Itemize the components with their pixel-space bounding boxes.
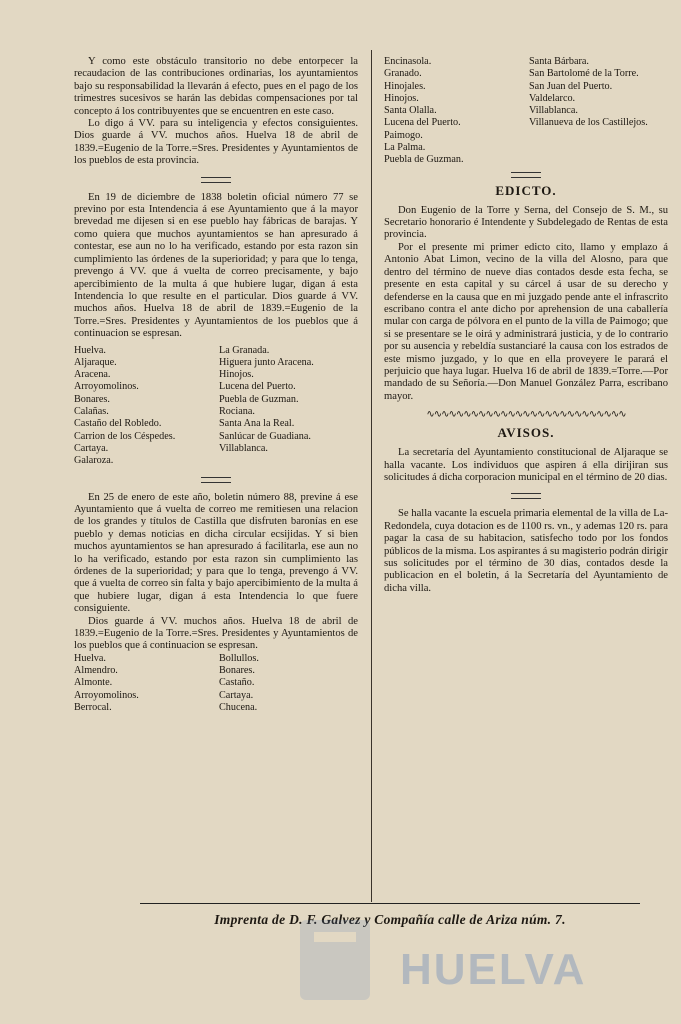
town-name: Valdelarco.: [529, 92, 576, 104]
town-name: Bonares.: [74, 393, 110, 405]
section-separator: [201, 177, 231, 183]
section-separator: [201, 477, 231, 483]
town-name: Almendro.: [74, 665, 118, 677]
column-divider: [371, 50, 372, 902]
town-name: La Granada.: [219, 344, 270, 356]
town-name: Santa Olalla.: [384, 105, 437, 117]
aviso-escuela: Se halla vacante la escuela primaria elemental de la villa de La-Redondela, cuya dotacion es de 1100 rs. vn., y ademas 120 rs. para pagar la casa de su habitacion, satisfecho todo por los fondos públicos de la misma. Los aspirantes á su magisterio podrán dirigir sus solicitudes por el término de 30 dias, contados desde la publicacion en el boletin, á la Secretaría del Ayuntamiento de dicha villa.: [384, 508, 668, 594]
town-name: Puebla de Guzman.: [219, 393, 299, 405]
town-name: Bonares.: [219, 665, 255, 677]
town-name: Encinasola.: [384, 56, 432, 67]
town-name: Villanueva de los Castillejos.: [529, 117, 648, 129]
town-name: Galaroza.: [74, 455, 114, 467]
edicto-body: Por el presente mi primer edicto cito, llamo y emplazo á Antonio Abat Limon, vecino de la villa del Alosno, para que dentro del término de nueve dias contados desde esta fecha, se presente en esta capital y su cárcel á usar de su derecho y defenderse en la causa que en mi juzgado pende ante el infrascrito escribano contra el ante dicho por aprehension de una caballería mular con carga de pólvora en el punto de la villa de Paimogo; que si se presentare se le oirá y administrará justicia, y de lo contrario por su ausencia y rebeldía sustanciaré la causa con los estrados de este mismo juzgado, y lo que en ella proveyere le parará el perjuicio que haya lugar. Huelva 16 de abril de 1839.=Torre.—Por mandado de su Señoría.—Don Manuel González Parra, escribano mayor.: [384, 241, 668, 402]
town-list-continued: [384, 56, 668, 167]
right-column: [384, 56, 668, 595]
town-name: San Bartolomé de la Torre.: [529, 68, 639, 80]
left-column: [74, 56, 358, 714]
town-name: Hinojos.: [384, 92, 419, 104]
town-name: Santa Ana la Real.: [219, 418, 295, 430]
town-name: Castaño.: [219, 677, 255, 689]
avisos-heading: AVISOS.: [497, 425, 555, 441]
town-name: Lucena del Puerto.: [219, 381, 296, 393]
town-name: Puebla de Guzman.: [384, 154, 464, 166]
town-name: Villablanca.: [529, 105, 578, 117]
town-name: Arroyomolinos.: [74, 689, 139, 701]
town-name: Granado.: [384, 68, 422, 80]
printer-imprint: Imprenta de D. F. Galvez y Compañía calle de Ariza núm. 7.: [214, 912, 566, 927]
town-name: Higuera junto Aracena.: [219, 356, 314, 368]
town-list-1-col-2: [219, 345, 358, 468]
town-name: Calañas.: [74, 406, 109, 418]
town-name: Hinojales.: [384, 80, 426, 92]
town-name: Sanlúcar de Guadiana.: [219, 430, 311, 442]
paragraph-barajas: En 19 de diciembre de 1838 boletin oficial número 77 se previno por esta Intendencia á ese Ayuntamiento que á la mayor brevedad me dijesen si en ese pueblo hay fábricas de barajas. Y como quiera que muchos ayuntamientos se han apresurado á contestar, ese aun no lo ha verificado, estando por esta razon sin cumplimiento las órdenes de la superioridad; y para que lo tenga, prevengo á VV. que á vuelta de correo precisamente, y bajo apercibimiento de la multa á que hubiere lugar, digan á esta Intendencia lo que resulte en el particular. Dios guarde á VV. muchos años. Huelva 18 de abril de 1839.=Eugenio de la Torre.=Sres. Presidentes y Ayuntamientos de los pueblos que á continuacion se espresan.: [74, 191, 358, 340]
town-name: Castaño del Robledo.: [74, 418, 162, 430]
town-list-continued-col-2: [529, 56, 668, 167]
edicto-heading: EDICTO.: [495, 182, 557, 198]
town-name: Aracena.: [74, 369, 111, 381]
town-name: Cartaya.: [74, 442, 109, 454]
paragraph-signoff-2: Dios guarde á VV. muchos años. Huelva 18 de abril de 1839.=Eugenio de la Torre.=Sres. Presidentes y Ayuntamientos de los pueblos que á continuacion se espresan.: [74, 615, 358, 652]
aviso-secretaria: La secretaría del Ayuntamiento constitucional de Aljaraque se halla vacante. Los individuos que aspiren á ella dirijiran sus solicitudes á dicha corporacion municipal en el término de 20 dias.: [384, 447, 668, 483]
town-list-2-col-1: [74, 653, 219, 714]
watermark-text: HUELVA: [400, 945, 587, 994]
town-name: Cartaya.: [219, 689, 254, 701]
town-name: Huelva.: [74, 344, 106, 356]
town-name: Lucena del Puerto.: [384, 117, 461, 129]
town-name: Arroyomolinos.: [74, 381, 139, 393]
town-name: Berrocal.: [74, 701, 112, 713]
town-name: La Palma.: [384, 142, 426, 154]
paragraph-signoff-1: Lo digo á VV. para su inteligencia y efectos consiguientes. Dios guarde á VV. muchos años. Huelva 18 de abril de 1839.=Eugenio de la Torre.=Sres. Presidentes y Ayuntamientos de los pueblos de esta provincia.: [74, 118, 358, 167]
town-name: Villablanca.: [219, 442, 268, 454]
section-separator: [511, 172, 541, 178]
paragraph-contributions: Y como este obstáculo transitorio no debe entorpecer la recaudacion de las contribuciones ordinarias, los ayuntamientos bajo su responsabilidad la llevarán á efecto, pues en el pago de los trimestres sucesivos se harán las debidas compensaciones por tal concepto á los contribuyentes que se encuentren en este caso.: [74, 56, 358, 117]
town-name: Aljaraque.: [74, 356, 117, 368]
town-name: Bollullos.: [219, 652, 259, 664]
town-name: San Juan del Puerto.: [529, 80, 613, 92]
section-separator: [511, 493, 541, 499]
town-name: Hinojos.: [219, 369, 254, 381]
wave-separator: ∿∿∿∿∿∿∿∿∿∿∿∿∿∿∿∿∿∿∿∿∿∿∿∿∿∿∿: [426, 409, 626, 421]
paragraph-baronias: En 25 de enero de este año, boletin número 88, previne á ese Ayuntamiento que á vuelta de correo me remitiesen una relacion de los grandes y títulos de Castilla que disfruten baronías en ese pueblo y demas noticias en dicha circular ecsijidas. Y si bien muchos ayuntamientos se han apresurado á facilitarla, ese aun no lo ha verificado, estando por esta razon sin cumplimiento las órdenes de la superioridad; y para que lo tenga, prevengo á VV. que á vuelta de correo sin falta y bajo apercibimiento de la multa á que hubiere lugar, digan á esta Intendencia lo que fuere consiguiente.: [74, 491, 358, 615]
town-name: Carrion de los Céspedes.: [74, 430, 176, 442]
town-list-1: [74, 345, 358, 468]
town-list-2-col-2: [219, 653, 358, 714]
town-name: Rociana.: [219, 406, 255, 418]
town-list-continued-col-1: [384, 56, 529, 167]
town-list-2: [74, 653, 358, 714]
town-name: Chucena.: [219, 701, 258, 713]
town-name: Santa Bárbara.: [529, 56, 589, 67]
town-list-1-col-1: [74, 345, 219, 468]
town-name: Almonte.: [74, 677, 113, 689]
town-name: Paimogo.: [384, 129, 423, 141]
edicto-preamble: Don Eugenio de la Torre y Serna, del Consejo de S. M., su Secretario honorario é Intendente y Subdelegado de Rentas de esta provincia.: [384, 204, 668, 241]
town-name: Huelva.: [74, 652, 106, 664]
